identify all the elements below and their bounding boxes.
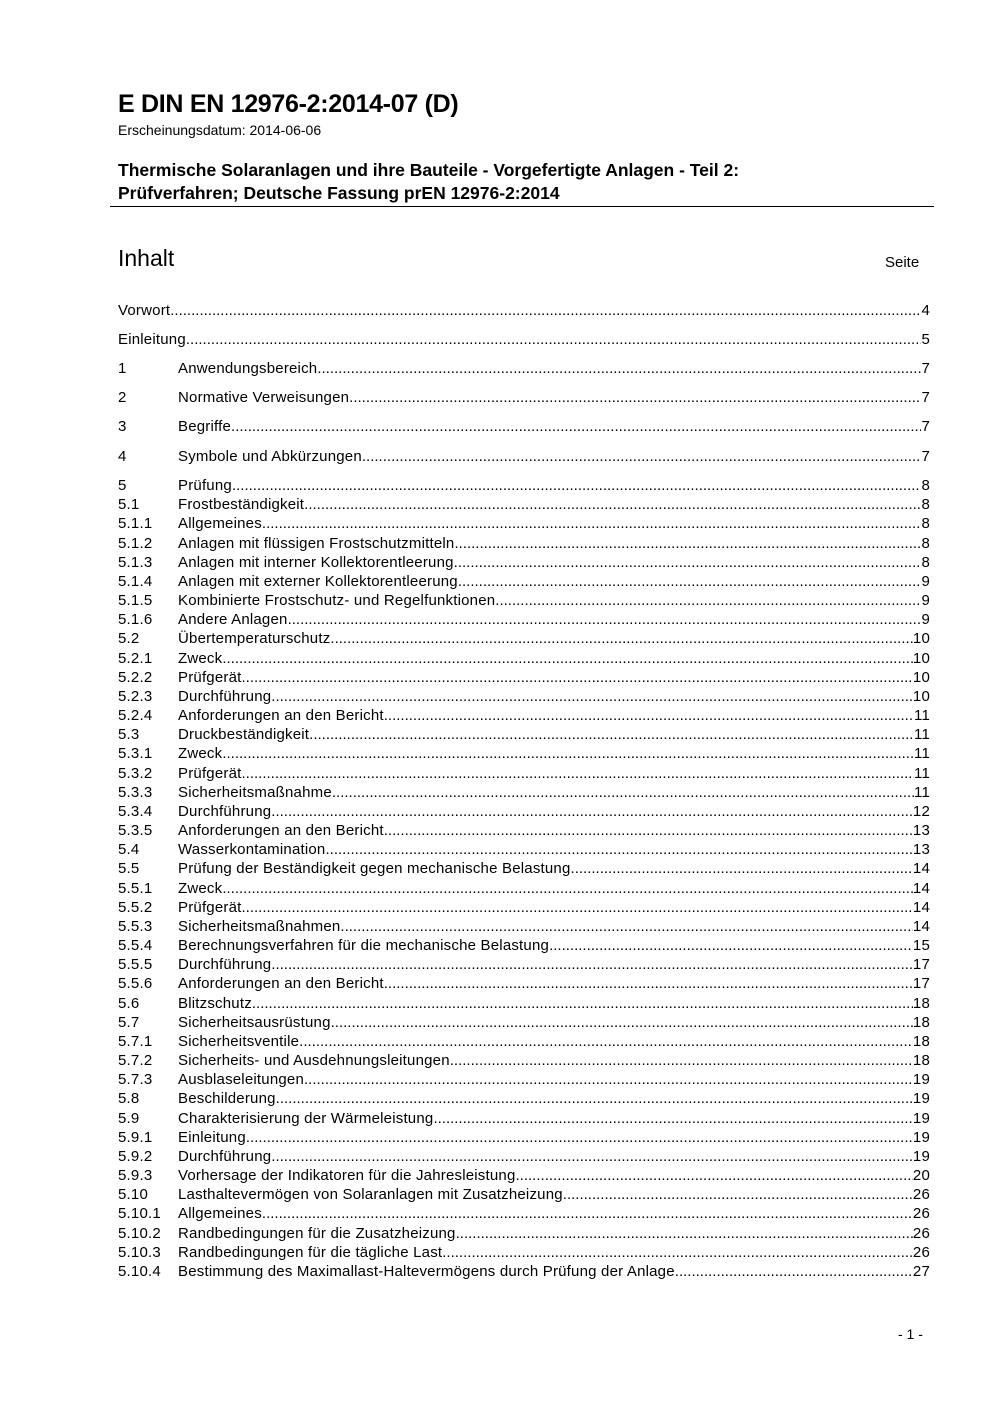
- dot-leader: [433, 1110, 912, 1128]
- toc-entry-title: Sicherheitsausrüstung: [178, 1013, 331, 1031]
- toc-entry[interactable]: [118, 630, 930, 648]
- toc-entry-number: 5.6: [118, 994, 140, 1012]
- toc-entry-page: 17: [912, 975, 930, 993]
- toc-entry-title: Begriffe: [178, 418, 232, 435]
- toc-entry-number: 5.5.2: [118, 898, 153, 916]
- toc-entry-title: Übertemperaturschutz: [178, 630, 331, 648]
- dot-leader: [242, 765, 915, 783]
- dot-leader: [516, 1167, 913, 1185]
- toc-entry-title: Sicherheitsmaßnahmen: [178, 917, 341, 935]
- toc-entry-number: 5.9.3: [118, 1167, 153, 1185]
- toc-entry-number: 5.9: [118, 1109, 140, 1127]
- dot-leader: [246, 1129, 913, 1147]
- toc-entry-title: Bestimmung des Maximallast-Haltevermögens durch Prüfung der Anlage: [178, 1262, 675, 1280]
- toc-entry-page: 11: [914, 745, 930, 763]
- toc-entry-page: 27: [912, 1262, 930, 1280]
- toc-entry[interactable]: [118, 331, 930, 349]
- toc-entry[interactable]: [118, 995, 930, 1013]
- toc-entry-page: 11: [914, 783, 930, 801]
- toc-entry[interactable]: [118, 937, 930, 955]
- toc-entry-title: Vorwort: [118, 302, 171, 319]
- toc-entry-number: 5.8: [118, 1090, 140, 1108]
- toc-entry-page: 17: [912, 956, 930, 974]
- dot-leader: [456, 1225, 913, 1243]
- toc-entry-title: Wasserkontamination: [178, 841, 326, 859]
- toc-entry[interactable]: [118, 1148, 930, 1166]
- toc-entry-page: 10: [912, 668, 930, 686]
- toc-entry-number: 5.5.5: [118, 956, 153, 974]
- toc-entry-number: 5.1.5: [118, 592, 153, 610]
- toc-entry[interactable]: [118, 975, 930, 993]
- dot-leader: [384, 822, 913, 840]
- toc-entry-number: 4: [118, 448, 127, 465]
- toc-entry[interactable]: [118, 822, 930, 840]
- toc-entry-title: Anforderungen an den Bericht: [178, 707, 384, 725]
- toc-entry[interactable]: [118, 535, 930, 553]
- toc-entry-number: 5.10.1: [118, 1205, 161, 1223]
- toc-entry-title: Beschilderung: [178, 1090, 276, 1108]
- toc-entry-page: 11: [914, 764, 930, 782]
- dot-leader: [186, 331, 922, 349]
- toc-entry-number: 5.9.1: [118, 1128, 153, 1146]
- toc-entry-title: Charakterisierung der Wärmeleistung: [178, 1109, 434, 1127]
- toc-entry[interactable]: [118, 803, 930, 821]
- toc-entry-title: Normative Verweisungen: [178, 389, 350, 406]
- dot-leader: [299, 1033, 913, 1051]
- toc-entry-title: Anforderungen an den Bericht: [178, 822, 384, 840]
- toc-entry-page: 19: [912, 1147, 930, 1165]
- publication-date: Erscheinungsdatum: 2014-06-06: [118, 122, 322, 138]
- toc-entry-number: 5.10.4: [118, 1262, 161, 1280]
- dot-leader: [495, 592, 921, 610]
- dot-leader: [571, 860, 913, 878]
- toc-entry-page: 18: [912, 1032, 930, 1050]
- toc-entry-page: 14: [912, 860, 930, 878]
- toc-entry[interactable]: [118, 1014, 930, 1032]
- toc-entry-title: Anlagen mit externer Kollektorentleerung: [178, 572, 458, 590]
- document-title: E DIN EN 12976-2:2014-07 (D): [118, 90, 459, 118]
- toc-entry[interactable]: [118, 1167, 930, 1185]
- toc-entry[interactable]: [118, 1225, 930, 1243]
- page-number: - 1 -: [898, 1326, 923, 1342]
- toc-entry[interactable]: [118, 1052, 930, 1070]
- dot-leader: [384, 975, 913, 993]
- toc-entry-title: Anwendungsbereich: [178, 360, 318, 377]
- toc-entry-page: 19: [912, 1071, 930, 1089]
- toc-entry[interactable]: [118, 496, 930, 514]
- dot-leader: [330, 630, 913, 648]
- toc-entry-title: Andere Anlagen: [178, 611, 288, 629]
- toc-entry-number: 2: [118, 389, 127, 406]
- toc-entry-title: Sicherheitsventile: [178, 1032, 300, 1050]
- toc-entry[interactable]: [118, 726, 930, 744]
- toc-entry-page: 11: [914, 707, 930, 725]
- toc-entry-title: Durchführung: [178, 802, 272, 820]
- toc-entry-number: 5: [118, 477, 127, 494]
- toc-entry-number: 5.1.3: [118, 553, 153, 571]
- toc-entry[interactable]: [118, 592, 930, 610]
- toc-entry-number: 5.3.4: [118, 802, 153, 820]
- dot-leader: [170, 302, 921, 320]
- toc-entry[interactable]: [118, 360, 930, 378]
- toc-entry-title: Vorhersage der Indikatoren für die Jahresleistung: [178, 1167, 516, 1185]
- toc-entry-page: 13: [912, 822, 930, 840]
- toc-entry[interactable]: [118, 1110, 930, 1128]
- toc-entry-number: 3: [118, 418, 127, 435]
- toc-entry[interactable]: [118, 448, 930, 466]
- toc-entry[interactable]: [118, 669, 930, 687]
- toc-entry[interactable]: [118, 1263, 930, 1281]
- toc-entry[interactable]: [118, 1071, 930, 1089]
- header-divider: [110, 206, 934, 207]
- toc-entry-page: 9: [921, 611, 930, 629]
- dot-leader: [242, 669, 913, 687]
- toc-entry[interactable]: [118, 880, 930, 898]
- toc-entry[interactable]: [118, 418, 930, 436]
- dot-leader: [349, 389, 921, 407]
- toc-entry-page: 12: [912, 802, 930, 820]
- toc-entry-page: 26: [912, 1186, 930, 1204]
- toc-entry[interactable]: [118, 784, 930, 802]
- dot-leader: [242, 899, 913, 917]
- dot-leader: [304, 1071, 913, 1089]
- toc-entry-number: 5.1: [118, 496, 140, 514]
- toc-entry-page: 15: [912, 937, 930, 955]
- toc-entry-page: 8: [921, 515, 930, 533]
- toc-entry[interactable]: [118, 1186, 930, 1204]
- toc-entry-page: 9: [921, 592, 930, 610]
- toc-entry-page: 7: [921, 418, 930, 435]
- dot-leader: [222, 745, 914, 763]
- toc-entry-page: 13: [912, 841, 930, 859]
- toc-entry[interactable]: [118, 860, 930, 878]
- toc-entry-title: Druckbeständigkeit: [178, 726, 310, 744]
- toc-entry-title: Prüfgerät: [178, 668, 242, 686]
- toc-entry-number: 5.3: [118, 726, 140, 744]
- toc-entry-title: Durchführung: [178, 956, 272, 974]
- toc-entry-page: 14: [912, 898, 930, 916]
- dot-leader: [442, 1244, 913, 1262]
- dot-leader: [288, 611, 922, 629]
- toc-entry-page: 26: [912, 1224, 930, 1242]
- toc-entry-page: 14: [912, 917, 930, 935]
- toc-entry-title: Anlagen mit interner Kollektorentleerung: [178, 553, 454, 571]
- toc-entry-number: 5.1.2: [118, 534, 153, 552]
- toc-entry-page: 7: [921, 389, 930, 406]
- toc-entry-title: Ausblaseleitungen: [178, 1071, 304, 1089]
- subtitle-line-1: Thermische Solaranlagen und ihre Bauteile - Vorgefertigte Anlagen - Teil 2:: [118, 160, 740, 180]
- dot-leader: [454, 554, 922, 572]
- toc-entry-number: 5.2.3: [118, 687, 153, 705]
- toc-entry[interactable]: [118, 1090, 930, 1108]
- toc-entry-page: 10: [912, 649, 930, 667]
- toc-entry-number: 5.7: [118, 1013, 140, 1031]
- toc-entry-page: 11: [914, 726, 930, 744]
- toc-entry-title: Prüfung: [178, 477, 232, 494]
- toc-entry[interactable]: [118, 389, 930, 407]
- toc-entry-title: Prüfgerät: [178, 898, 242, 916]
- toc-entry-title: Allgemeines: [178, 1205, 262, 1223]
- dot-leader: [384, 707, 914, 725]
- dot-leader: [276, 1090, 913, 1108]
- toc-entry-title: Lasthaltevermögen von Solaranlagen mit Zusatzheizung: [178, 1186, 563, 1204]
- toc-entry[interactable]: [118, 841, 930, 859]
- toc-entry-number: 5.1.6: [118, 611, 153, 629]
- toc-entry-title: Berechnungsverfahren für die mechanische Belastung: [178, 937, 550, 955]
- toc-entry-number: 5.10.3: [118, 1243, 161, 1261]
- dot-leader: [231, 418, 921, 436]
- dot-leader: [222, 880, 913, 898]
- toc-entry-number: 5.7.1: [118, 1032, 153, 1050]
- dot-leader: [458, 573, 922, 591]
- toc-entry-title: Allgemeines: [178, 515, 262, 533]
- toc-entry-number: 5.5: [118, 860, 140, 878]
- subtitle-line-2: Prüfverfahren; Deutsche Fassung prEN 12976-2:2014: [118, 183, 560, 203]
- toc-entry[interactable]: [118, 707, 930, 725]
- dot-leader: [317, 360, 921, 378]
- document-subtitle: [118, 159, 739, 205]
- dot-leader: [262, 515, 922, 533]
- toc-entry-title: Anlagen mit flüssigen Frostschutzmitteln: [178, 534, 455, 552]
- toc-entry-number: 5.3.3: [118, 783, 153, 801]
- toc-entry[interactable]: [118, 956, 930, 974]
- toc-entry-number: 5.2.4: [118, 707, 153, 725]
- toc-entry-number: 5.2.1: [118, 649, 153, 667]
- dot-leader: [450, 1052, 913, 1070]
- toc-entry-number: 5.10: [118, 1186, 148, 1204]
- toc-entry[interactable]: [118, 650, 930, 668]
- toc-entry-number: 5.2: [118, 630, 140, 648]
- toc-entry-page: 19: [912, 1090, 930, 1108]
- dot-leader: [271, 1148, 913, 1166]
- toc-entry-title: Randbedingungen für die Zusatzheizung: [178, 1224, 456, 1242]
- dot-leader: [563, 1186, 913, 1204]
- toc-entry-number: 5.2.2: [118, 668, 153, 686]
- toc-entry[interactable]: [118, 1129, 930, 1147]
- toc-entry-page: 10: [912, 630, 930, 648]
- toc-entry-number: 5.3.1: [118, 745, 153, 763]
- toc-entry-title: Zweck: [178, 649, 223, 667]
- toc-entry[interactable]: [118, 611, 930, 629]
- toc-entry[interactable]: [118, 918, 930, 936]
- toc-entry-number: 5.9.2: [118, 1147, 153, 1165]
- toc-entry-title: Prüfung der Beständigkeit gegen mechanische Belastung: [178, 860, 571, 878]
- dot-leader: [340, 918, 912, 936]
- toc-entry[interactable]: [118, 554, 930, 572]
- dot-leader: [454, 535, 921, 553]
- toc-entry-number: 5.3.2: [118, 764, 153, 782]
- dot-leader: [332, 784, 914, 802]
- dot-leader: [309, 726, 914, 744]
- toc-entry-number: 5.1.4: [118, 572, 153, 590]
- toc-heading: Inhalt: [118, 245, 175, 271]
- dot-leader: [232, 477, 922, 495]
- toc-entry-number: 5.4: [118, 841, 140, 859]
- toc-entry-number: 5.5.4: [118, 937, 153, 955]
- toc-entry-title: Anforderungen an den Bericht: [178, 975, 384, 993]
- toc-entry[interactable]: [118, 1244, 930, 1262]
- toc-entry[interactable]: [118, 302, 930, 320]
- toc-entry-page: 8: [921, 496, 930, 514]
- toc-entry-title: Einleitung: [178, 1128, 246, 1146]
- toc-entry[interactable]: [118, 477, 930, 495]
- toc-entry-title: Durchführung: [178, 1147, 272, 1165]
- toc-page-label: Seite: [885, 254, 920, 271]
- toc-entry-page: 26: [912, 1243, 930, 1261]
- toc-entry-title: Sicherheits- und Ausdehnungsleitungen: [178, 1052, 450, 1070]
- toc-entry-title: Einleitung: [118, 331, 186, 348]
- toc-entry-number: 5.3.5: [118, 822, 153, 840]
- toc-entry-number: 5.7.3: [118, 1071, 153, 1089]
- toc-entry-page: 4: [921, 302, 930, 319]
- dot-leader: [331, 1014, 913, 1032]
- dot-leader: [271, 956, 913, 974]
- dot-leader: [362, 448, 922, 466]
- toc-entry-page: 7: [921, 448, 930, 465]
- toc-entry-title: Blitzschutz: [178, 994, 252, 1012]
- toc-entry-page: 8: [921, 553, 930, 571]
- toc-entry-number: 5.10.2: [118, 1224, 161, 1242]
- toc-entry-page: 7: [921, 360, 930, 377]
- dot-leader: [222, 650, 913, 668]
- toc-entry[interactable]: [118, 515, 930, 533]
- toc-entry-number: 5.7.2: [118, 1052, 153, 1070]
- dot-leader: [549, 937, 913, 955]
- toc-entry-title: Zweck: [178, 745, 223, 763]
- toc-entry-title: Randbedingungen für die tägliche Last: [178, 1243, 443, 1261]
- toc-entry-page: 19: [912, 1109, 930, 1127]
- toc-entry-number: 5.1.1: [118, 515, 153, 533]
- toc-entry-page: 8: [921, 477, 930, 494]
- toc-entry-page: 14: [912, 879, 930, 897]
- dot-leader: [252, 995, 913, 1013]
- dot-leader: [325, 841, 912, 859]
- toc-entry-title: Zweck: [178, 879, 223, 897]
- toc-entry[interactable]: [118, 899, 930, 917]
- toc-entry-number: 1: [118, 360, 127, 377]
- dot-leader: [262, 1205, 913, 1223]
- dot-leader: [675, 1263, 913, 1281]
- toc-entry-page: 10: [912, 687, 930, 705]
- toc-entry-page: 20: [912, 1167, 930, 1185]
- toc-entry-title: Prüfgerät: [178, 764, 242, 782]
- toc-entry[interactable]: [118, 765, 930, 783]
- toc-entry-title: Symbole und Abkürzungen: [178, 448, 362, 465]
- dot-leader: [304, 496, 921, 514]
- toc-entry-page: 18: [912, 1052, 930, 1070]
- toc-entry-number: 5.5.3: [118, 917, 153, 935]
- toc-entry-title: Sicherheitsmaßnahme: [178, 783, 332, 801]
- toc-entry[interactable]: [118, 745, 930, 763]
- toc-entry-page: 9: [921, 572, 930, 590]
- toc-entry-number: 5.5.6: [118, 975, 153, 993]
- toc-entry-page: 26: [912, 1205, 930, 1223]
- toc-entry-page: 18: [912, 1013, 930, 1031]
- toc-entry-number: 5.5.1: [118, 879, 153, 897]
- toc-entry[interactable]: [118, 688, 930, 706]
- toc-entry-page: 8: [921, 534, 930, 552]
- toc-entry[interactable]: [118, 1205, 930, 1223]
- toc-entry-page: 18: [912, 994, 930, 1012]
- toc-entry-title: Kombinierte Frostschutz- und Regelfunktionen: [178, 592, 496, 610]
- toc-entry[interactable]: [118, 1033, 930, 1051]
- dot-leader: [271, 688, 913, 706]
- toc-entry[interactable]: [118, 573, 930, 591]
- toc-entry-title: Durchführung: [178, 687, 272, 705]
- toc-entry-title: Frostbeständigkeit: [178, 496, 305, 514]
- toc-entry-page: 5: [921, 331, 930, 348]
- dot-leader: [271, 803, 913, 821]
- toc-entry-page: 19: [912, 1128, 930, 1146]
